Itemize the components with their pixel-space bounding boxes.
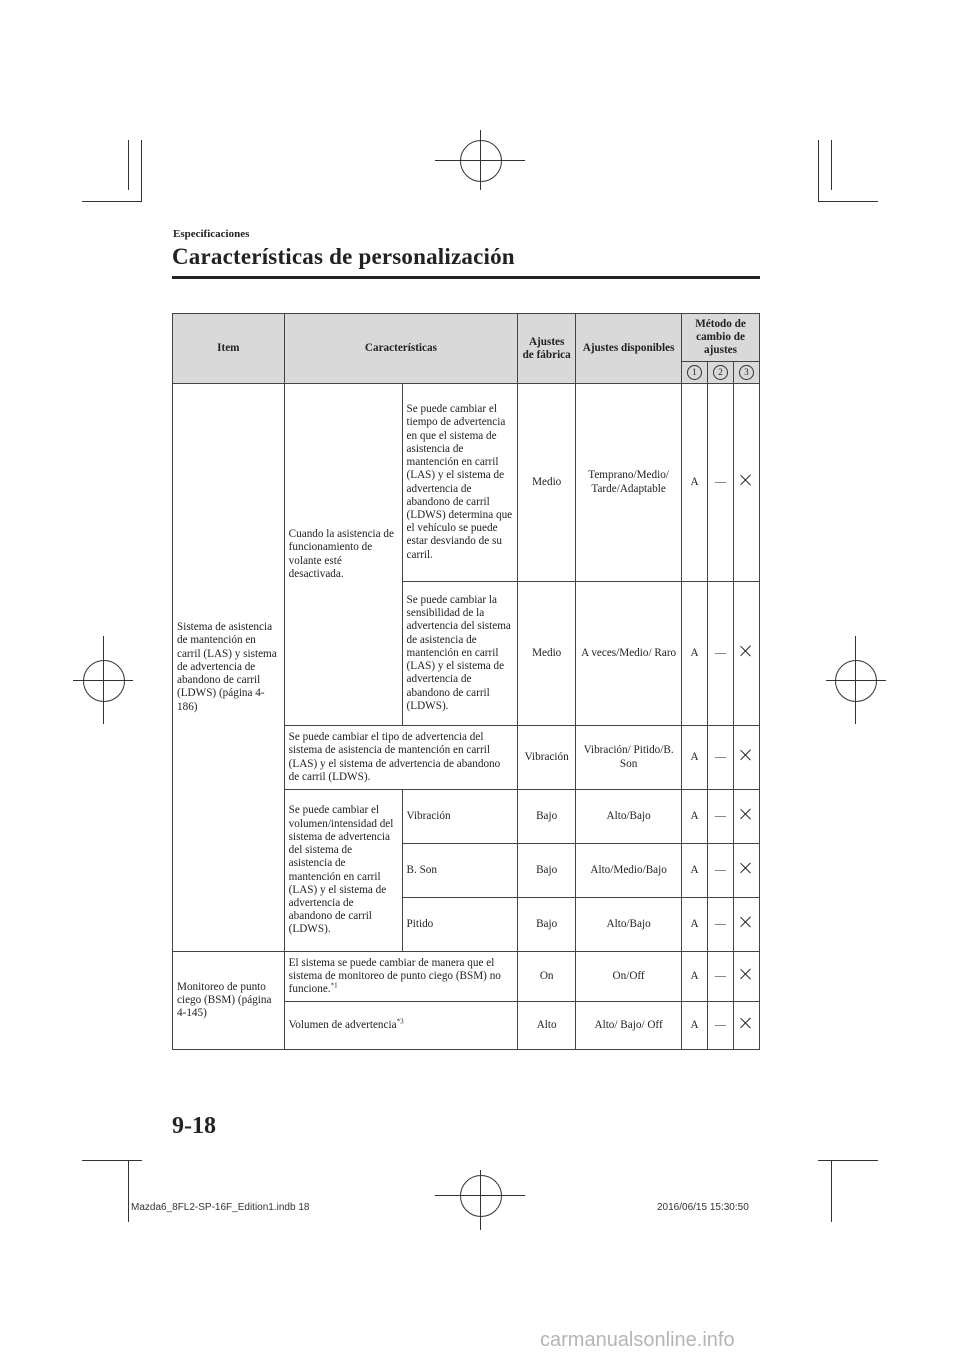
header-ajustes-fabrica: Ajustes de fábrica xyxy=(518,314,576,384)
method-1-value: A xyxy=(682,726,708,790)
available-values: Temprano/Medio/ Tarde/Adaptable xyxy=(576,384,682,582)
factory-value: On xyxy=(518,952,576,1002)
header-caracteristicas: Características xyxy=(284,314,518,384)
desc-cell xyxy=(284,952,518,1002)
desc-text: Volumen de advertencia xyxy=(288,1018,397,1031)
desc-cell xyxy=(284,1002,518,1050)
sub-label-steering: Cuando la asistencia de funcionamiento de volante esté desactivada. xyxy=(284,384,402,726)
item-bsm: Monitoreo de punto ciego (BSM) (página 4-145) xyxy=(173,952,285,1050)
method-1-icon: 1 xyxy=(687,365,702,380)
method-2-value: — xyxy=(708,582,734,726)
method-1-value: A xyxy=(682,844,708,898)
method-1-value: A xyxy=(682,790,708,844)
not-available-icon xyxy=(740,968,752,980)
not-available-icon xyxy=(740,808,752,820)
section-label: Especificaciones xyxy=(173,228,250,240)
watermark: carmanualsonline.info xyxy=(540,1329,735,1351)
header-item: Item xyxy=(173,314,285,384)
method-2-value: — xyxy=(708,790,734,844)
table-row xyxy=(173,384,760,582)
factory-value: Vibración xyxy=(518,726,576,790)
method-2-value: — xyxy=(708,726,734,790)
available-values: Alto/Bajo xyxy=(576,790,682,844)
page-title: Características de personalización xyxy=(172,244,515,269)
header-ajustes-disponibles: Ajustes disponibles xyxy=(576,314,682,384)
desc-text: El sistema se puede cambiar de manera que el sistema de monitoreo de punto ciego (BSM) no funcione. xyxy=(288,956,501,996)
factory-value: Bajo xyxy=(518,844,576,898)
not-available-icon xyxy=(740,916,752,928)
desc-cell: Vibración xyxy=(402,790,518,844)
desc-cell: Se puede cambiar la sensibilidad de la advertencia del sistema de asistencia de mantención en carril (LAS) y el sistema de advertencia de abandono de carril (LDWS). xyxy=(402,582,518,726)
method-2-value: — xyxy=(708,844,734,898)
table-row xyxy=(173,952,760,1002)
customization-table xyxy=(172,313,760,1050)
available-values: Alto/ Bajo/ Off xyxy=(576,1002,682,1050)
factory-value: Bajo xyxy=(518,898,576,952)
item-las-ldws: Sistema de asistencia de mantención en carril (LAS) y sistema de advertencia de abandono de carril (LDWS) (página 4-186) xyxy=(173,384,285,952)
method-3-icon: 3 xyxy=(739,365,754,380)
footnote-ref: *3 xyxy=(396,1017,404,1026)
sub-label-volume: Se puede cambiar el volumen/intensidad del sistema de advertencia del sistema de asistencia de mantención en carril (LAS) y el sistema de advertencia de abandono de carril (LDWS). xyxy=(284,790,402,952)
desc-cell: B. Son xyxy=(402,844,518,898)
not-available-icon xyxy=(740,645,752,657)
not-available-icon xyxy=(740,862,752,874)
desc-cell: Se puede cambiar el tipo de advertencia del sistema de asistencia de mantención en carril (LAS) y el sistema de advertencia de abandono de carril (LDWS). xyxy=(284,726,518,790)
factory-value: Medio xyxy=(518,384,576,582)
method-1-value: A xyxy=(682,582,708,726)
page-number: 9-18 xyxy=(172,1113,216,1139)
factory-value: Bajo xyxy=(518,790,576,844)
method-1-value: A xyxy=(682,384,708,582)
method-2-value: — xyxy=(708,1002,734,1050)
method-1-value: A xyxy=(682,952,708,1002)
not-available-icon xyxy=(740,749,752,761)
not-available-icon xyxy=(740,1017,752,1029)
desc-cell: Pitido xyxy=(402,898,518,952)
file-info: Mazda6_8FL2-SP-16F_Edition1.indb 18 xyxy=(131,1202,310,1213)
method-2-icon: 2 xyxy=(713,365,728,380)
available-values: Vibración/ Pitido/B. Son xyxy=(576,726,682,790)
method-1-value: A xyxy=(682,898,708,952)
available-values: Alto/Medio/Bajo xyxy=(576,844,682,898)
header-row xyxy=(173,314,760,362)
factory-value: Medio xyxy=(518,582,576,726)
available-values: On/Off xyxy=(576,952,682,1002)
not-available-icon xyxy=(740,474,752,486)
desc-cell: Se puede cambiar el tiempo de advertencia en que el sistema de asistencia de mantención en carril (LAS) y el sistema de advertencia de abandono de carril (LDWS) determina que el vehículo se puede estar desviando de su carril. xyxy=(402,384,518,582)
method-2-value: — xyxy=(708,898,734,952)
method-2-value: — xyxy=(708,952,734,1002)
footnote-ref: *1 xyxy=(330,981,338,990)
method-2-value: — xyxy=(708,384,734,582)
available-values: Alto/Bajo xyxy=(576,898,682,952)
print-timestamp: 2016/06/15 15:30:50 xyxy=(657,1202,749,1213)
method-1-value: A xyxy=(682,1002,708,1050)
title-rule xyxy=(172,276,760,279)
available-values: A veces/Medio/ Raro xyxy=(576,582,682,726)
factory-value: Alto xyxy=(518,1002,576,1050)
header-metodo: Método de cambio de ajustes xyxy=(682,314,760,362)
